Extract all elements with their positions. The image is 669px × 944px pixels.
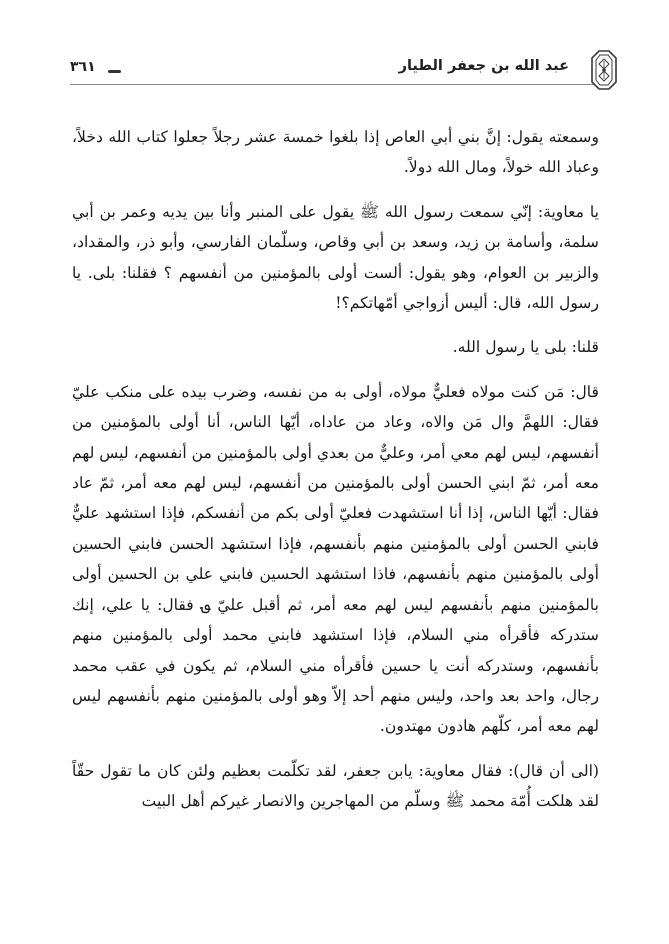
paragraph: قلنا: بلى يا رسول الله. xyxy=(452,338,599,357)
header-rule xyxy=(70,84,597,85)
page-number: ٣٦١ xyxy=(70,59,96,75)
paragraph: قال: مَن كنت مولاه فعليٌّ مولاه، أولى به من نفسه، وضرب بيده على منكب عليّ فقال: اللهمَّ وال مَن والاه، وعاد من عاداه، أيّها الناس، أنا أولى بالمؤمنين من أنفسهم، ليس لهم معي أمر، وعليٌّ من بعدي أولى بالمؤمنين من أنفسهم، ليس لهم معه أمر، ثمّ ابني الحسن أولى بالمؤمنين من أنفسهم، ليس لهم معه أمر، ثمّ عاد فقال: أيّها الناس، إذا أنا استشهدت فعليّ أولى بكم من أنفسكم، فإذا استشهد عليٌّ فابني الحسن أولى بالمؤمنين منهم بأنفسهم، فإذا استشهد الحسن فابني الحسين أولى بالمؤمنين منهم بأنفسهم، فاذا استشهد الحسين فابني علي بن الحسين أولى بالمؤمنين منهم بأنفسهم ليس لهم معه أمر، ثم أقبل عليّ ؈ فقال: يا علي، إنك ستدركه فأقرأه مني السلام، فإذا استشهد فابني محمد أولى بالمؤمنين منهم بأنفسهم، وستدركه أنت يا حسين فأقرأه مني السلام، ثم يكون في عقب محمد رجال، واحد بعد واحد، وليس منهم أحد إلاّ وهو أولى بالمؤمنين منهم بأنفسهم ليس لهم معه أمر، كلّهم هادون مهتدون. xyxy=(72,382,599,736)
page-number-dash xyxy=(108,70,121,73)
octagon-knot-ornament-icon xyxy=(591,50,617,90)
body-text xyxy=(72,122,599,831)
paragraph: وسمعته يقول: إنَّ بني أبي العاص إذا بلغوا خمسة عشر رجلاً جعلوا كتاب الله دخلاً، وعباد الله خولاً، ومال الله دولاً. xyxy=(72,128,599,177)
running-title: عبد الله بن جعفر الطيار xyxy=(398,58,569,74)
page-header xyxy=(70,50,597,90)
paragraph: (الى أن قال): فقال معاوية: يابن جعفر، لقد تكلّمت بعظيم ولئن كان ما تقول حقّاً لقد هلكت أُمّة محمد ﷺ وسلّم من المهاجرين والانصار غيركم أهل البيت xyxy=(72,761,599,811)
paragraph: يا معاوية: إنّي سمعت رسول الله ﷺ يقول على المنبر وأنا بين يديه وعمر بن أبي سلمة، وأسامة بن زيد، وسعد بن أبي وقاص، وسلّمان الفارسي، وأبو ذر، والمقداد، والزبير بن العوام، وهو يقول: ألست أولى بالمؤمنين من أنفسهم ؟ فقلنا: بلى. يا رسول الله، قال: أليس أزواجي أمّهاتكم؟! xyxy=(72,202,599,313)
